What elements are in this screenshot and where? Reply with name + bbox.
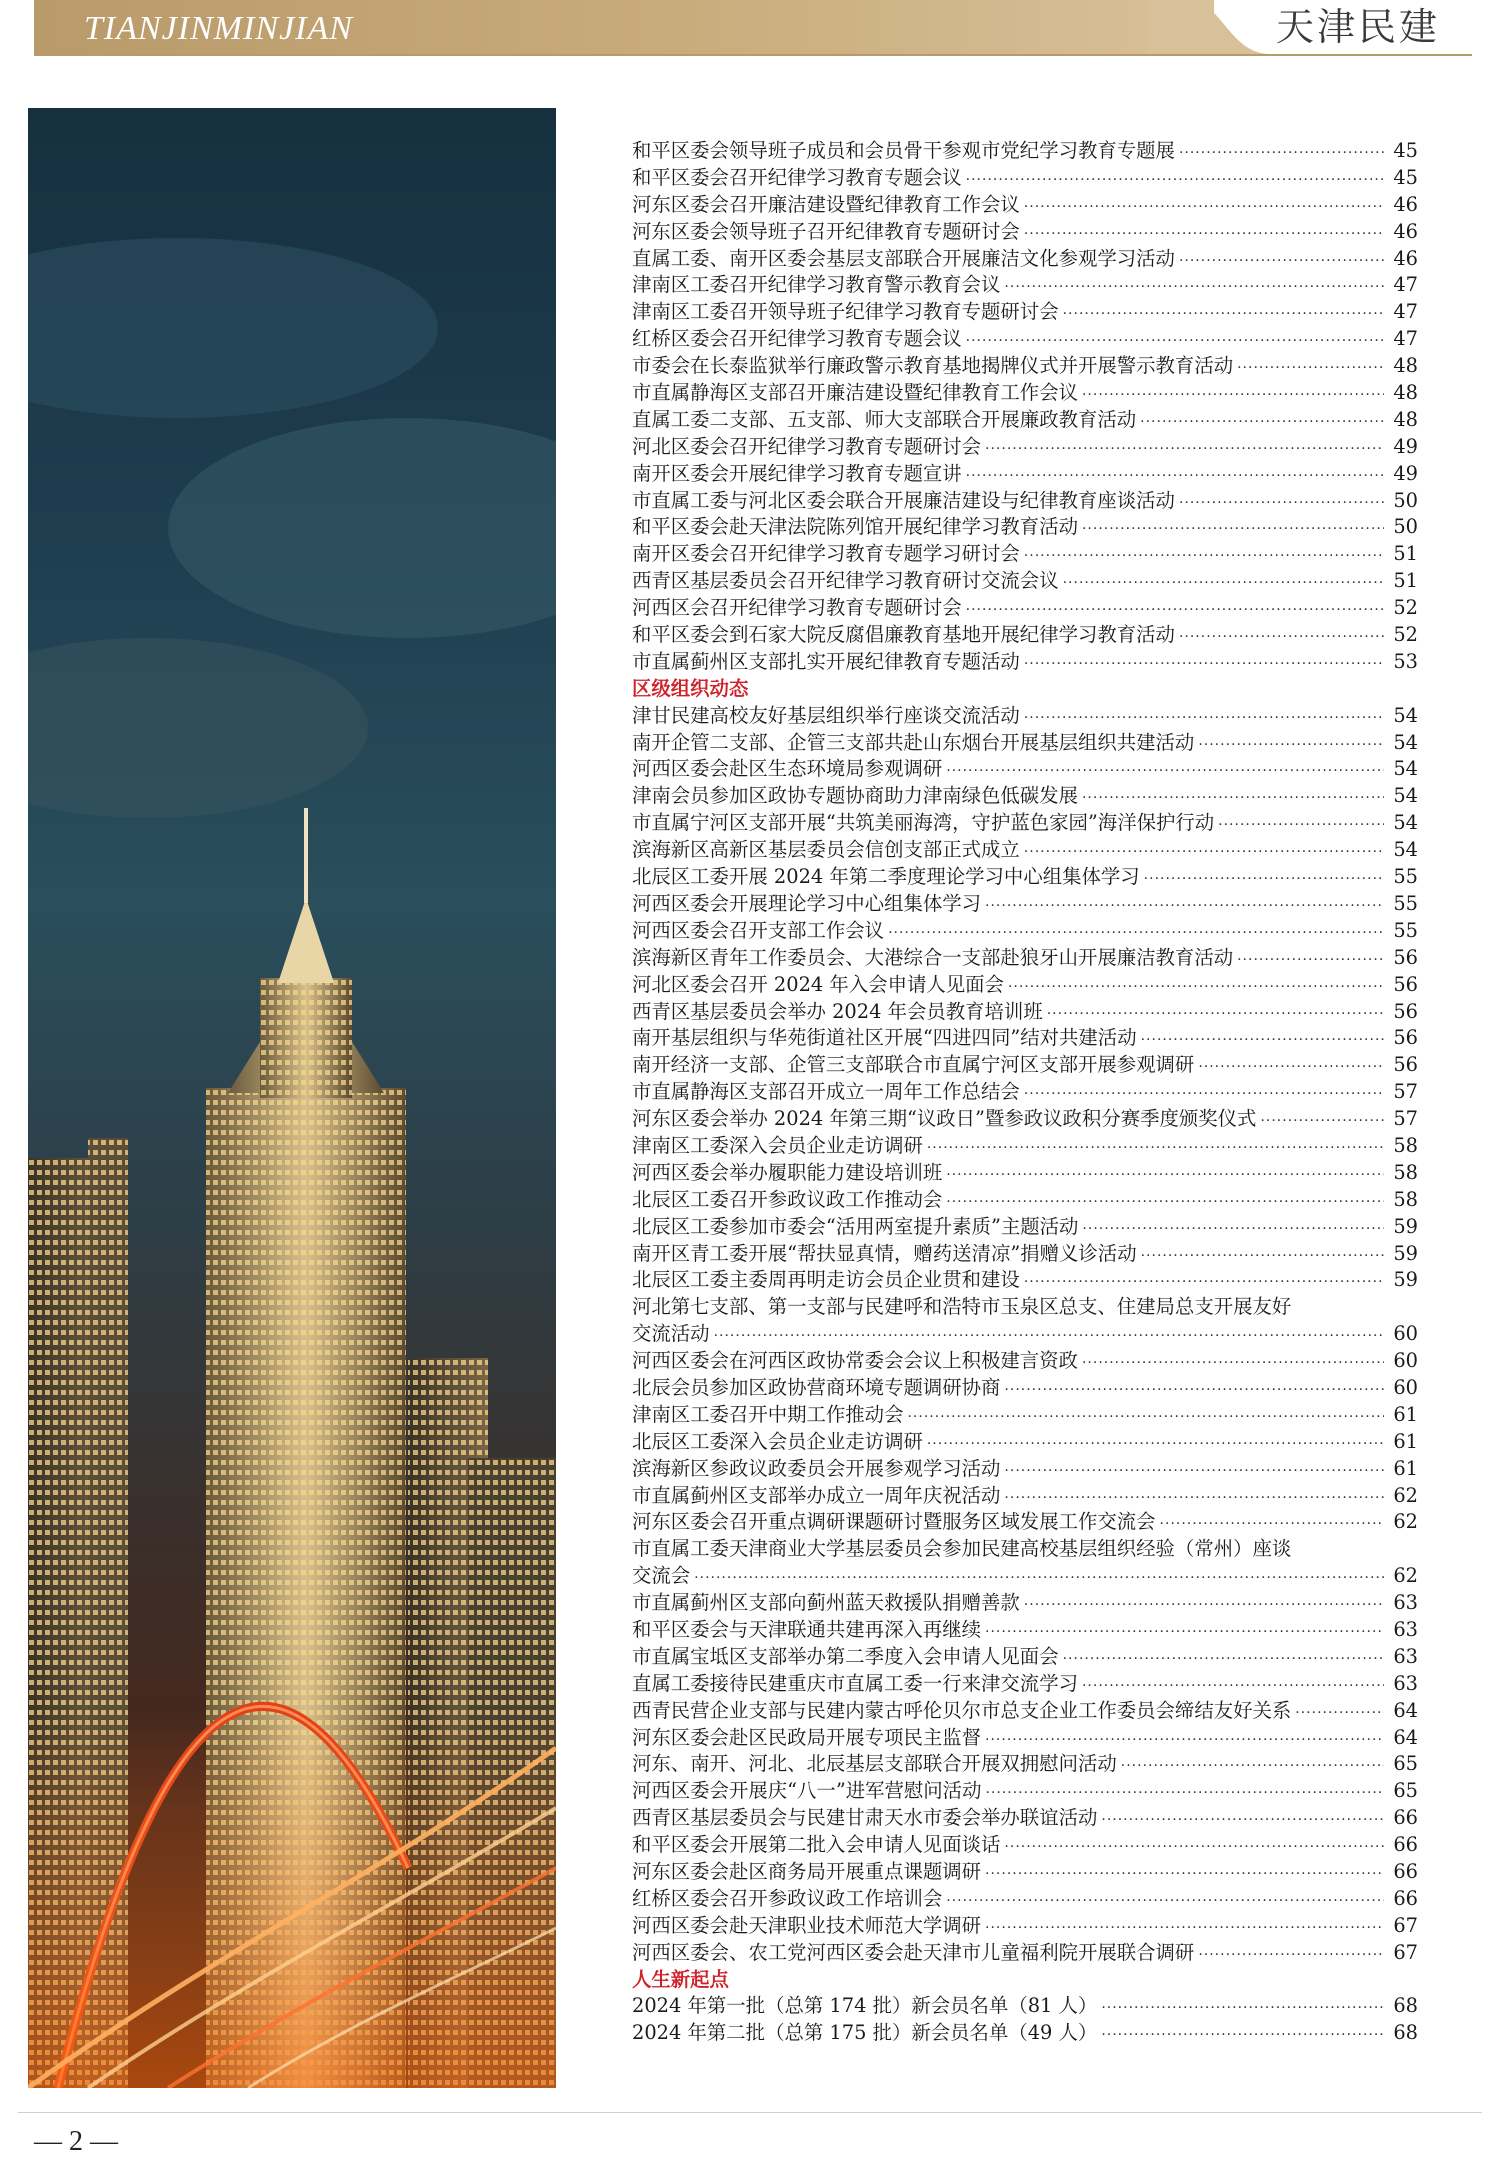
toc-entry[interactable]: 红桥区委会召开参政议政工作培训会 ····· 66 [632, 1886, 1418, 1913]
toc-entry[interactable]: 南开经济一支部、企管三支部联合市直属宁河区支部开展参观调研 ····· 56 [632, 1052, 1418, 1079]
toc-entry[interactable]: 北辰会员参加区政协营商环境专题调研协商 ····· 60 [632, 1375, 1418, 1402]
toc-entry[interactable]: 滨海新区参政议政委员会开展参观学习活动 ····· 61 [632, 1456, 1418, 1483]
magazine-title: TIANJINMINJIAN [84, 10, 353, 47]
toc-entry[interactable]: 津南会员参加区政协专题协商助力津南绿色低碳发展 ····· 54 [632, 783, 1418, 810]
toc-entry[interactable]: 河北区委会召开纪律学习教育专题研讨会 ····· 49 [632, 434, 1418, 461]
toc-entry[interactable]: 红桥区委会召开纪律学习教育专题会议 ····· 47 [632, 326, 1418, 353]
section-heading-district-news: 区级组织动态 [632, 676, 749, 700]
header-band [34, 0, 1214, 54]
toc-entry[interactable]: 西青区基层委员会举办 2024 年会员教育培训班 ····· 56 [632, 999, 1418, 1026]
toc-entry[interactable]: 河北区委会召开 2024 年入会申请人见面会 ····· 56 [632, 972, 1418, 999]
section-heading-new-members: 人生新起点 [632, 1967, 729, 1991]
toc-entry[interactable]: 津南区工委召开纪律学习教育警示教育会议 ····· 47 [632, 272, 1418, 299]
toc-entry[interactable]: 河西区委会举办履职能力建设培训班 ····· 58 [632, 1160, 1418, 1187]
toc-entry[interactable]: 南开区青工委开展“帮扶显真情，赠药送清凉”捐赠义诊活动 ····· 59 [632, 1241, 1418, 1268]
toc-entry[interactable]: 西青区基层委员会与民建甘肃天水市委会举办联谊活动 ····· 66 [632, 1805, 1418, 1832]
toc-entry[interactable]: 北辰区工委开展 2024 年第二季度理论学习中心组集体学习 ····· 55 [632, 864, 1418, 891]
toc-entry[interactable]: 南开区委会开展纪律学习教育专题宣讲 ····· 49 [632, 461, 1418, 488]
toc-entry[interactable]: 和平区委会赴天津法院陈列馆开展纪律学习教育活动 ····· 50 [632, 514, 1418, 541]
toc-entry[interactable]: 市直属蓟州区支部举办成立一周年庆祝活动 ····· 62 [632, 1483, 1418, 1510]
toc-entry[interactable]: 直属工委、南开区委会基层支部联合开展廉洁文化参观学习活动 ····· 46 [632, 246, 1418, 273]
toc-entry[interactable]: 河东区委会举办 2024 年第三期“议政日”暨参政议政积分赛季度颁奖仪式 ····· 57 [632, 1106, 1418, 1133]
toc-entry[interactable]: 西青区基层委员会召开纪律学习教育研讨交流会议 ····· 51 [632, 568, 1418, 595]
toc-entry[interactable]: 市直属蓟州区支部扎实开展纪律教育专题活动 ····· 53 [632, 649, 1418, 676]
toc-entry[interactable]: 市直属宁河区支部开展“共筑美丽海湾，守护蓝色家园”海洋保护行动 ····· 54 [632, 810, 1418, 837]
toc-entry[interactable]: 北辰区工委参加市委会“活用两室提升素质”主题活动 ····· 59 [632, 1214, 1418, 1241]
toc-entry[interactable]: 市直属蓟州区支部向蓟州蓝天救援队捐赠善款 ····· 63 [632, 1590, 1418, 1617]
toc-entry[interactable]: 河东区委会赴区商务局开展重点课题调研 ····· 66 [632, 1859, 1418, 1886]
toc-entry[interactable]: 2024 年第一批（总第 174 批）新会员名单（81 人） ····· 68 [632, 1993, 1418, 2020]
magazine-logo-text: 天津民建 [1275, 5, 1440, 49]
toc-entry[interactable]: 河西区委会召开支部工作会议 ····· 55 [632, 918, 1418, 945]
toc-entry[interactable]: 滨海新区青年工作委员会、大港综合一支部赴狼牙山开展廉洁教育活动 ····· 56 [632, 945, 1418, 972]
toc-entry[interactable]: 津南区工委召开领导班子纪律学习教育专题研讨会 ····· 47 [632, 299, 1418, 326]
toc-entry[interactable]: 市直属静海区支部召开成立一周年工作总结会 ····· 57 [632, 1079, 1418, 1106]
toc-entry[interactable]: 河东区委会召开廉洁建设暨纪律教育工作会议 ····· 46 [632, 192, 1418, 219]
toc-entry[interactable]: 直属工委二支部、五支部、师大支部联合开展廉政教育活动 ····· 48 [632, 407, 1418, 434]
toc-entry[interactable]: 北辰区工委深入会员企业走访调研 ····· 61 [632, 1429, 1418, 1456]
toc-entry[interactable]: 河东、南开、河北、北辰基层支部联合开展双拥慰问活动 ····· 65 [632, 1751, 1418, 1778]
toc-entry[interactable]: 河东区委会赴区民政局开展专项民主监督 ····· 64 [632, 1725, 1418, 1752]
toc-entry[interactable]: 和平区委会召开纪律学习教育专题会议 ····· 45 [632, 165, 1418, 192]
toc-entry-line1[interactable]: 河北第七支部、第一支部与民建呼和浩特市玉泉区总支、住建局总支开展友好 [632, 1295, 1292, 1319]
toc-entry[interactable]: 北辰区工委召开参政议政工作推动会 ····· 58 [632, 1187, 1418, 1214]
toc-entry[interactable]: 西青民营企业支部与民建内蒙古呼伦贝尔市总支企业工作委员会缔结友好关系 ····· 64 [632, 1698, 1418, 1725]
toc-entry[interactable]: 津南区工委深入会员企业走访调研 ····· 58 [632, 1133, 1418, 1160]
toc-entry[interactable]: 河西区委会、农工党河西区委会赴天津市儿童福利院开展联合调研 ····· 67 [632, 1940, 1418, 1967]
toc-entry[interactable]: 南开区委会召开纪律学习教育专题学习研讨会 ····· 51 [632, 541, 1418, 568]
toc-entry-line1[interactable]: 市直属工委天津商业大学基层委员会参加民建高校基层组织经验（常州）座谈 [632, 1537, 1292, 1561]
toc-entry[interactable]: 南开基层组织与华苑街道社区开展“四进四同”结对共建活动 ····· 56 [632, 1025, 1418, 1052]
toc-entry[interactable]: 河西区委会在河西区政协常委会会议上积极建言资政 ····· 60 [632, 1348, 1418, 1375]
toc-entry[interactable]: 直属工委接待民建重庆市直属工委一行来津交流学习 ····· 63 [632, 1671, 1418, 1698]
toc-entry[interactable]: 南开企管二支部、企管三支部共赴山东烟台开展基层组织共建活动 ····· 54 [632, 730, 1418, 757]
toc-entry[interactable]: 河西区委会开展庆“八一”进军营慰问活动 ····· 65 [632, 1778, 1418, 1805]
toc-entry[interactable]: 和平区委会与天津联通共建再深入再继续 ····· 63 [632, 1617, 1418, 1644]
header-curve-decoration [1150, 0, 1290, 54]
toc-entry[interactable]: 和平区委会到石家大院反腐倡廉教育基地开展纪律学习教育活动 ····· 52 [632, 622, 1418, 649]
toc-entry[interactable]: 河东区委会召开重点调研课题研讨暨服务区域发展工作交流会 ····· 62 [632, 1509, 1418, 1536]
toc-entry[interactable]: 河东区委会领导班子召开纪律教育专题研讨会 ····· 46 [632, 219, 1418, 246]
city-night-photo [28, 108, 556, 2088]
toc-entry[interactable]: 和平区委会开展第二批入会申请人见面谈话 ····· 66 [632, 1832, 1418, 1859]
footer-rule [18, 2112, 1482, 2113]
toc-entry[interactable]: 津南区工委召开中期工作推动会 ····· 61 [632, 1402, 1418, 1429]
toc-entry[interactable]: 河西区会召开纪律学习教育专题研讨会 ····· 52 [632, 595, 1418, 622]
toc-entry[interactable]: 2024 年第二批（总第 175 批）新会员名单（49 人） ····· 68 [632, 2020, 1418, 2047]
toc-entry[interactable]: 市委会在长泰监狱举行廉政警示教育基地揭牌仪式并开展警示教育活动 ····· 48 [632, 353, 1418, 380]
header-rule [34, 54, 1472, 56]
toc-entry[interactable]: 津甘民建高校友好基层组织举行座谈交流活动 ····· 54 [632, 703, 1418, 730]
toc-entry[interactable]: 市直属宝坻区支部举办第二季度入会申请人见面会 ····· 63 [632, 1644, 1418, 1671]
page-number: — 2 — [34, 2126, 118, 2157]
toc-entry[interactable]: 市直属工委与河北区委会联合开展廉洁建设与纪律教育座谈活动 ····· 50 [632, 488, 1418, 515]
toc-entry[interactable]: 和平区委会领导班子成员和会员骨干参观市党纪学习教育专题展 ····· 45 [632, 138, 1418, 165]
toc-entry[interactable]: 交流会 ····· 62 [632, 1563, 1418, 1590]
table-of-contents [632, 138, 1418, 2047]
toc-entry[interactable]: 河西区委会赴天津职业技术师范大学调研 ····· 67 [632, 1913, 1418, 1940]
toc-entry[interactable]: 北辰区工委主委周再明走访会员企业贯和建设 ····· 59 [632, 1267, 1418, 1294]
toc-entry[interactable]: 市直属静海区支部召开廉洁建设暨纪律教育工作会议 ····· 48 [632, 380, 1418, 407]
toc-entry[interactable]: 滨海新区高新区基层委员会信创支部正式成立 ····· 54 [632, 837, 1418, 864]
toc-entry[interactable]: 河西区委会开展理论学习中心组集体学习 ····· 55 [632, 891, 1418, 918]
toc-entry[interactable]: 河西区委会赴区生态环境局参观调研 ····· 54 [632, 756, 1418, 783]
city-skyline-illustration [28, 108, 556, 2088]
toc-entry[interactable]: 交流活动 ····· 60 [632, 1321, 1418, 1348]
